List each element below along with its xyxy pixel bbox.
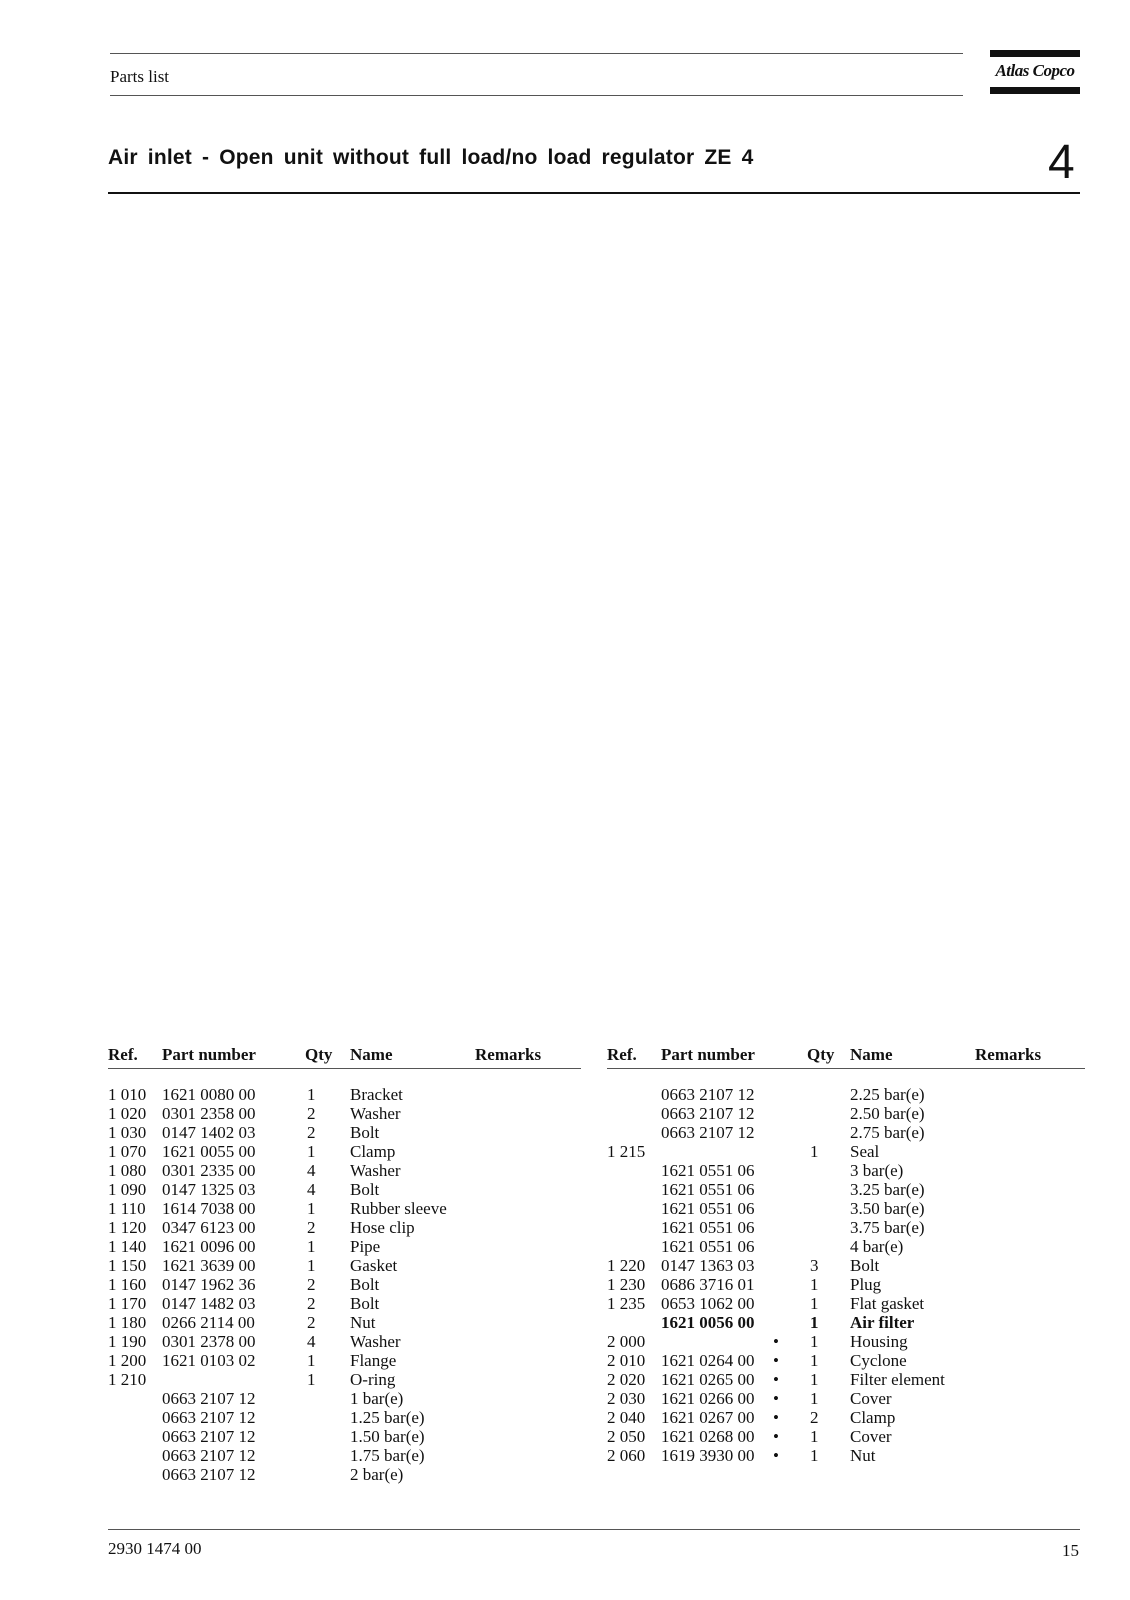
cell-part-number: 1621 0267 00: [661, 1408, 755, 1427]
cell-ref: 1 190: [108, 1332, 147, 1351]
cell-part-number: 1621 0264 00: [661, 1351, 755, 1370]
cell-part-number: 0663 2107 12: [162, 1427, 256, 1446]
cell-bullet: •: [773, 1446, 779, 1465]
logo-top-bar: [990, 50, 1080, 57]
cell-ref: 1 080: [108, 1161, 147, 1180]
cell-part-number: 1621 0055 00: [162, 1142, 256, 1161]
table-row: [607, 1218, 1085, 1237]
table-row: [607, 1142, 1085, 1161]
cell-ref: 1 140: [108, 1237, 147, 1256]
cell-name: Washer: [350, 1161, 401, 1180]
table-row: [607, 1123, 1085, 1142]
atlas-copco-logo: [990, 50, 1080, 94]
cell-ref: 1 110: [108, 1199, 146, 1218]
cell-name: O-ring: [350, 1370, 396, 1389]
cell-name: Clamp: [850, 1408, 896, 1427]
cell-part-number: 0301 2358 00: [162, 1104, 256, 1123]
table-row: [607, 1294, 1085, 1313]
header-ref: Ref.: [607, 1045, 637, 1064]
cell-ref: 2 040: [607, 1408, 646, 1427]
table-row: [108, 1446, 581, 1465]
table-row: [607, 1351, 1085, 1370]
table-row: [108, 1370, 581, 1389]
cell-part-number: 0147 1363 03: [661, 1256, 755, 1275]
table-row: [108, 1085, 581, 1104]
cell-name: Bolt: [350, 1275, 380, 1294]
table-row: [108, 1408, 581, 1427]
cell-qty: 1: [810, 1427, 819, 1446]
cell-name: Nut: [350, 1313, 376, 1332]
cell-qty: 4: [307, 1180, 316, 1199]
cell-name: Filter element: [850, 1370, 945, 1389]
cell-qty: 2: [307, 1123, 316, 1142]
chapter-number: 4: [1048, 136, 1075, 189]
cell-qty: 1: [307, 1351, 316, 1370]
cell-ref: 1 210: [108, 1370, 147, 1389]
table-row: [108, 1180, 581, 1199]
cell-ref: 1 020: [108, 1104, 147, 1123]
cell-name: Pipe: [350, 1237, 381, 1256]
cell-part-number: 1621 0096 00: [162, 1237, 256, 1256]
cell-name: Air filter: [850, 1313, 915, 1332]
cell-part-number: 0147 1482 03: [162, 1294, 256, 1313]
cell-name: 3 bar(e): [850, 1161, 904, 1180]
cell-ref: 1 120: [108, 1218, 147, 1237]
cell-part-number: 1621 0551 06: [661, 1218, 755, 1237]
cell-name: Bolt: [350, 1123, 380, 1142]
document-number: 2930 1474 00: [108, 1539, 202, 1558]
logo-wordmark: Atlas Copco: [995, 61, 1075, 80]
table-row: [108, 1237, 581, 1256]
cell-ref: 1 230: [607, 1275, 646, 1294]
cell-name: Bolt: [350, 1180, 380, 1199]
cell-name: 2.25 bar(e): [850, 1085, 925, 1104]
title-rule: [108, 192, 1080, 194]
cell-qty: 4: [307, 1332, 316, 1351]
cell-ref: 2 050: [607, 1427, 646, 1446]
cell-part-number: 1619 3930 00: [661, 1446, 755, 1465]
cell-part-number: 0686 3716 01: [661, 1275, 755, 1294]
logo-bottom-bar: [990, 87, 1080, 94]
cell-part-number: 0653 1062 00: [661, 1294, 755, 1313]
table-row: [108, 1161, 581, 1180]
header-ref: Ref.: [108, 1045, 138, 1064]
cell-qty: 3: [810, 1256, 819, 1275]
cell-name: Bolt: [850, 1256, 880, 1275]
table-row: [108, 1104, 581, 1123]
cell-part-number: 0301 2335 00: [162, 1161, 256, 1180]
table-row: [108, 1275, 581, 1294]
cell-qty: 1: [810, 1142, 819, 1161]
cell-name: Washer: [350, 1332, 401, 1351]
table-row: [108, 1427, 581, 1446]
table-row: [607, 1180, 1085, 1199]
cell-part-number: 1621 0551 06: [661, 1199, 755, 1218]
cell-ref: 1 180: [108, 1313, 147, 1332]
cell-qty: 1: [307, 1237, 316, 1256]
cell-qty: 1: [307, 1370, 316, 1389]
table-row: [607, 1085, 1085, 1104]
cell-ref: 1 220: [607, 1256, 646, 1275]
cell-bullet: •: [773, 1389, 779, 1408]
table-row: [108, 1294, 581, 1313]
cell-ref: 1 200: [108, 1351, 147, 1370]
cell-name: 2 bar(e): [350, 1465, 404, 1484]
cell-name: 1.25 bar(e): [350, 1408, 425, 1427]
table-row: [108, 1389, 581, 1408]
cell-ref: 1 010: [108, 1085, 147, 1104]
cell-part-number: 1621 0266 00: [661, 1389, 755, 1408]
cell-name: Plug: [850, 1275, 882, 1294]
cell-qty: 2: [307, 1104, 316, 1123]
table-row: [607, 1427, 1085, 1446]
cell-part-number: 0663 2107 12: [661, 1104, 755, 1123]
cell-name: Nut: [850, 1446, 876, 1465]
cell-name: Flange: [350, 1351, 397, 1370]
cell-qty: 1: [810, 1389, 819, 1408]
header-name: Name: [350, 1045, 393, 1064]
cell-ref: 2 020: [607, 1370, 646, 1389]
cell-part-number: 1621 3639 00: [162, 1256, 256, 1275]
header-remarks: Remarks: [475, 1045, 542, 1064]
table-row: [607, 1161, 1085, 1180]
cell-qty: 2: [307, 1218, 316, 1237]
cell-name: Gasket: [350, 1256, 398, 1275]
cell-ref: 1 160: [108, 1275, 147, 1294]
cell-name: Washer: [350, 1104, 401, 1123]
cell-name: Clamp: [350, 1142, 396, 1161]
cell-part-number: 1621 0080 00: [162, 1085, 256, 1104]
cell-qty: 1: [810, 1294, 819, 1313]
header-name: Name: [850, 1045, 893, 1064]
header-part-number: Part number: [661, 1045, 755, 1064]
table-row: [607, 1237, 1085, 1256]
cell-name: Flat gasket: [850, 1294, 925, 1313]
header-part-number: Part number: [162, 1045, 256, 1064]
cell-ref: 2 060: [607, 1446, 646, 1465]
parts-rows-left: [108, 1085, 581, 1484]
cell-ref: 2 000: [607, 1332, 646, 1351]
cell-name: Cover: [850, 1427, 892, 1446]
cell-bullet: •: [773, 1370, 779, 1389]
table-row: [607, 1104, 1085, 1123]
parts-rows-right: [607, 1085, 1085, 1465]
cell-ref: 1 030: [108, 1123, 147, 1142]
header-remarks: Remarks: [975, 1045, 1042, 1064]
cell-name: Cyclone: [850, 1351, 907, 1370]
cell-name: 4 bar(e): [850, 1237, 904, 1256]
table-row: [108, 1465, 581, 1484]
cell-part-number: 0663 2107 12: [162, 1465, 256, 1484]
cell-ref: 1 150: [108, 1256, 147, 1275]
cell-part-number: 0663 2107 12: [162, 1408, 256, 1427]
cell-qty: 1: [810, 1370, 819, 1389]
cell-qty: 2: [307, 1313, 316, 1332]
table-row: [607, 1370, 1085, 1389]
cell-part-number: 1614 7038 00: [162, 1199, 256, 1218]
cell-qty: 1: [307, 1199, 316, 1218]
cell-qty: 1: [810, 1332, 819, 1351]
cell-part-number: 1621 0551 06: [661, 1180, 755, 1199]
table-row: [108, 1332, 581, 1351]
cell-part-number: 1621 0551 06: [661, 1237, 755, 1256]
cell-name: Bolt: [350, 1294, 380, 1313]
cell-ref: 1 235: [607, 1294, 646, 1313]
table-row: [108, 1142, 581, 1161]
cell-name: 2.75 bar(e): [850, 1123, 925, 1142]
table-row: [607, 1389, 1085, 1408]
cell-part-number: 0663 2107 12: [661, 1123, 755, 1142]
header-bottom-rule: [110, 95, 963, 96]
table-row: [108, 1351, 581, 1370]
cell-bullet: •: [773, 1408, 779, 1427]
table-row: [108, 1313, 581, 1332]
cell-part-number: 0147 1325 03: [162, 1180, 256, 1199]
cell-ref: 1 170: [108, 1294, 147, 1313]
cell-ref: 1 215: [607, 1142, 646, 1161]
cell-qty: 1: [307, 1142, 316, 1161]
table-row: [108, 1256, 581, 1275]
cell-name: Hose clip: [350, 1218, 415, 1237]
cell-part-number: 0147 1402 03: [162, 1123, 256, 1142]
cell-name: 3.50 bar(e): [850, 1199, 925, 1218]
header-top-rule: [110, 53, 963, 54]
cell-part-number: 0266 2114 00: [162, 1313, 255, 1332]
cell-name: 3.75 bar(e): [850, 1218, 925, 1237]
cell-ref: 1 090: [108, 1180, 147, 1199]
cell-part-number: 1621 0056 00: [661, 1313, 755, 1332]
cell-name: 2.50 bar(e): [850, 1104, 925, 1123]
table-row: [108, 1218, 581, 1237]
table-row: [607, 1256, 1085, 1275]
cell-part-number: 0301 2378 00: [162, 1332, 256, 1351]
cell-name: 1 bar(e): [350, 1389, 404, 1408]
cell-bullet: •: [773, 1332, 779, 1351]
cell-part-number: 1621 0268 00: [661, 1427, 755, 1446]
table-header-rule: [607, 1068, 1085, 1069]
cell-part-number: 1621 0103 02: [162, 1351, 256, 1370]
cell-name: 1.75 bar(e): [350, 1446, 425, 1465]
table-row: [607, 1446, 1085, 1465]
cell-part-number: 0347 6123 00: [162, 1218, 256, 1237]
cell-bullet: •: [773, 1427, 779, 1446]
cell-part-number: 1621 0551 06: [661, 1161, 755, 1180]
table-row: [108, 1123, 581, 1142]
table-row: [607, 1199, 1085, 1218]
cell-part-number: 0663 2107 12: [162, 1389, 256, 1408]
cell-qty: 1: [810, 1313, 819, 1332]
cell-part-number: 0147 1962 36: [162, 1275, 256, 1294]
cell-ref: 2 010: [607, 1351, 646, 1370]
cell-name: Housing: [850, 1332, 908, 1351]
header-qty: Qty: [305, 1045, 333, 1064]
cell-bullet: •: [773, 1351, 779, 1370]
cell-name: 1.50 bar(e): [350, 1427, 425, 1446]
table-row: [108, 1199, 581, 1218]
cell-qty: 2: [810, 1408, 819, 1427]
cell-qty: 1: [307, 1256, 316, 1275]
table-row: [607, 1275, 1085, 1294]
cell-part-number: 0663 2107 12: [162, 1446, 256, 1465]
cell-name: Rubber sleeve: [350, 1199, 447, 1218]
page-number: 15: [1062, 1541, 1079, 1560]
page-title: Air inlet - Open unit without full load/no load regulator ZE 4: [108, 146, 754, 169]
cell-qty: 1: [810, 1351, 819, 1370]
cell-ref: 2 030: [607, 1389, 646, 1408]
table-row: [607, 1332, 1085, 1351]
section-label: Parts list: [110, 67, 170, 86]
cell-name: 3.25 bar(e): [850, 1180, 925, 1199]
header-qty: Qty: [807, 1045, 835, 1064]
cell-name: Cover: [850, 1389, 892, 1408]
cell-name: Bracket: [350, 1085, 403, 1104]
cell-qty: 1: [307, 1085, 316, 1104]
table-row: [607, 1313, 1085, 1332]
cell-qty: 1: [810, 1275, 819, 1294]
footer-rule: [108, 1529, 1080, 1530]
cell-qty: 2: [307, 1294, 316, 1313]
cell-ref: 1 070: [108, 1142, 147, 1161]
cell-part-number: 0663 2107 12: [661, 1085, 755, 1104]
cell-qty: 2: [307, 1275, 316, 1294]
cell-part-number: 1621 0265 00: [661, 1370, 755, 1389]
cell-qty: 1: [810, 1446, 819, 1465]
table-header-rule: [108, 1068, 581, 1069]
cell-name: Seal: [850, 1142, 880, 1161]
table-row: [607, 1408, 1085, 1427]
cell-qty: 4: [307, 1161, 316, 1180]
